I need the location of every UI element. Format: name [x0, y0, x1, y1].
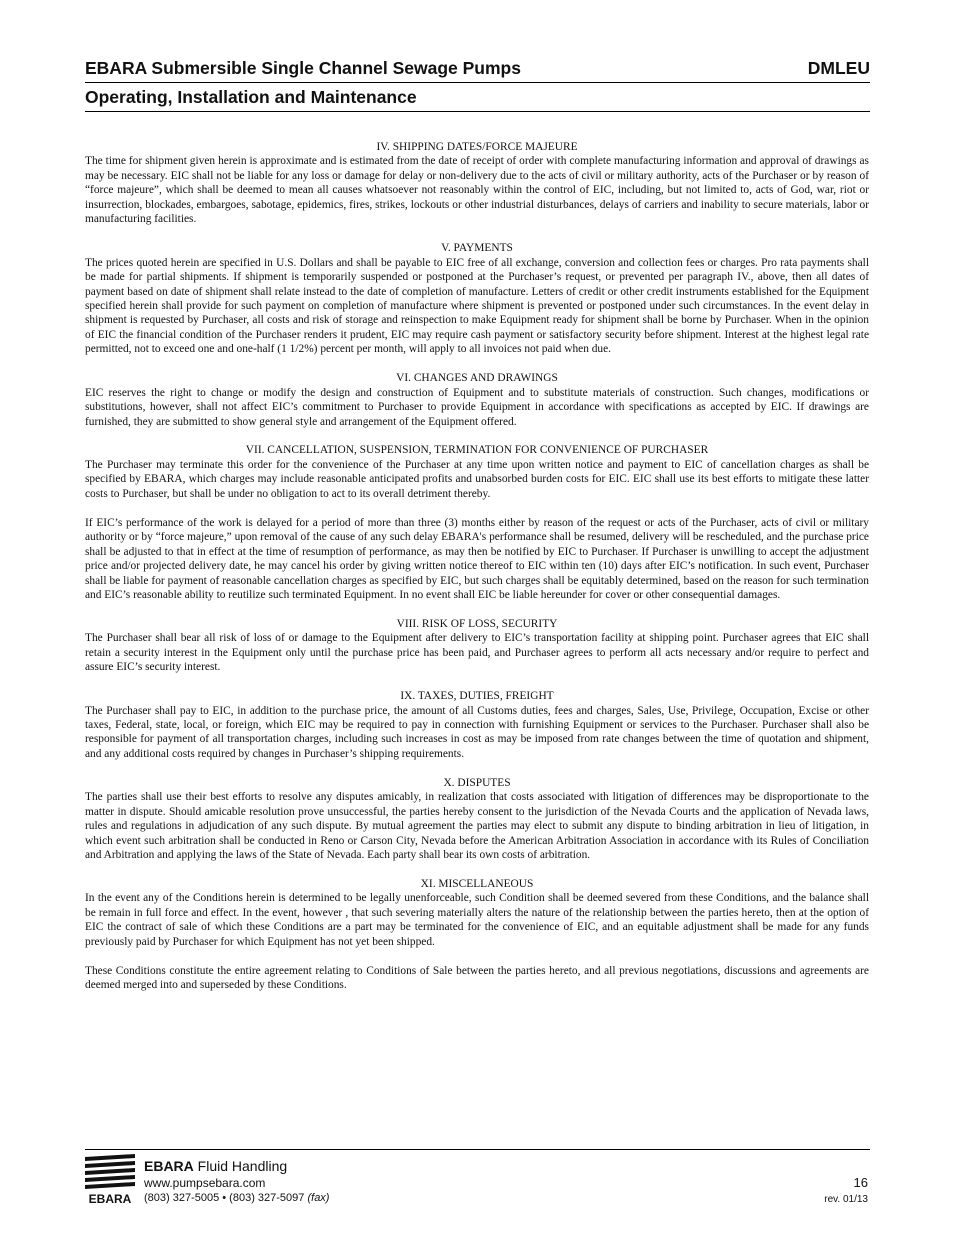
section-paragraph: EIC reserves the right to change or modify the design and construction of Equipment and to substitute materials of construction. Such changes, modifications or substitutions, however, shall not affect EIC’s commitment to Purchaser to provide Equipment in accordance with specifications as accepted by EIC. If drawings are furnished, they are submitted to show general style and arrangement of the Equipment offered. — [85, 386, 869, 428]
section-title: XI. MISCELLANEOUS — [420, 877, 534, 890]
phone-numbers — [144, 1192, 329, 1204]
document-title: EBARA Submersible Single Channel Sewage Pumps — [85, 58, 521, 78]
document-subtitle: Operating, Installation and Maintenance — [85, 83, 870, 112]
section-paragraph: The time for shipment given herein is approximate and is estimated from the date of receipt of order with complete manufacturing information and approval of drawings as may be necessary. EIC shall not be liable for any loss or damage for delay or non-delivery due to the acts of civil or military authority, acts of the Purchaser or by reason of “force majeure”, which shall be deemed to mean all causes whatsoever not reasonably within the control of EIC, including, but not limited to, acts of God, war, riot or insurrection, blockades, embargoes, sabotage, epidemics, fires, strikes, lockouts or other industrial disturbances, delays of carriers and inability to secure materials, labor or manufacturing facilities. — [85, 155, 869, 226]
section-title: VI. CHANGES AND DRAWINGS — [396, 372, 558, 385]
section-title: X. DISPUTES — [443, 776, 511, 789]
phone-text: (803) 327-5005 • (803) 327-5097 — [144, 1192, 308, 1204]
company-name — [144, 1158, 287, 1174]
terms-section — [85, 617, 869, 675]
terms-section — [85, 776, 869, 863]
terms-content — [85, 140, 869, 1007]
page-number: 16 — [853, 1175, 868, 1190]
page-header — [85, 58, 870, 112]
terms-section — [85, 241, 869, 357]
terms-section — [85, 443, 869, 602]
header-title-row — [85, 58, 870, 83]
section-paragraph: The prices quoted herein are specified in U.S. Dollars and shall be payable to EIC free of all exchange, conversion and collection fees or charges. Pro rata payments shall be made for partial shipments. If shipment is temporarily suspended or postponed at the Purchaser’s request, or prevented per paragraph IV., above, then all dates of payment based on date of shipment shall relate instead to the date of completion of manufacture. Letters of credit or other credit instruments established for the Equipment specified herein shall provide for such payment on completion of manufacture where shipment is prevented or postponed under such circumstances. In the event delay in shipment is requested by Purchaser, all costs and risk of storage and reinspection to make Equipment ready for shipment shall be borne by Purchaser. When in the opinion of EIC the financial condition of the Purchaser renders it prudent, EIC may require cash payment or satisfactory security before shipment. Interest at the highest legal rate permitted, not to exceed one and one-half (1 1/2%) percent per month, will apply to all invoices not paid when due. — [85, 256, 869, 356]
fax-label: (fax) — [307, 1192, 330, 1204]
section-paragraph: The parties shall use their best efforts to resolve any disputes amicably, in realization that costs associated with litigation of differences may be disproportionate to the matter in dispute. Should amicable resolution prove unsuccessful, the parties hereby consent to the jurisdiction of the Nevada Courts and the application of Nevada laws, rules and regulations in adjudication of any such dispute. By mutual agreement the parties may elect to submit any dispute to binding arbitration in lieu of litigation, in which event such arbitration shall be conducted in Reno or Carson City, Nevada before the American Arbitration Association in accordance with its Rules of Conciliation and Arbitration and applying the laws of the State of Nevada. Each party shall bear its own costs of arbitration. — [85, 791, 869, 862]
section-title: VIII. RISK OF LOSS, SECURITY — [396, 617, 558, 630]
company-name-rest: Fluid Handling — [193, 1158, 288, 1174]
section-title: IV. SHIPPING DATES/FORCE MAJEURE — [376, 141, 578, 153]
terms-section — [85, 371, 869, 429]
terms-section — [85, 140, 869, 227]
section-paragraph: The Purchaser may terminate this order for the convenience of the Purchaser at any time upon written notice and payment to EIC of cancellation charges as shall be specified by EBARA, which charges may include reasonable anticipated profits and unabsorbed burden costs for EIC. EIC shall use its best efforts to mitigate these latter costs to Purchaser, but shall be under no obligation to act to its overall detriment thereby. — [85, 458, 869, 500]
section-paragraph: In the event any of the Conditions herein is determined to be legally unenforceable, such Condition shall be deemed severed from these Conditions, and the balance shall be remain in full force and effect. In the event, however , that such severing materially alters the nature of the relationship between the parties hereto, then at the option of EIC the contract of sale of which these Conditions are a part may be terminated for the convenience of EIC, and an equitable adjustment shall be made for any funds previously paid by Purchaser for which Equipment has not yet been shipped. — [85, 892, 869, 948]
page-footer — [85, 1149, 870, 1206]
model-code: DMLEU — [807, 58, 870, 78]
section-paragraph: If EIC’s performance of the work is delayed for a period of more than three (3) months either by reason of the request or acts of the Purchaser, acts of civil or military authority or by “force majeure,” upon removal of the cause of any such delay EBARA's performance shall be resumed, delivery will be rescheduled, and the purchase price shall be adjusted to that in effect at the time of resumption of performance, as may then be notified by EIC to Purchaser. If Purchaser is unwilling to accept the adjustment price and/or projected delivery date, he may cancel his order by giving written notice thereof to EIC within ten (10) days after EIC’s notification. In such event, Purchaser shall be liable for payment of reasonable cancellation charges as specified by EIC, but such charges shall be equitably determined, based on the reason for such termination and EIC’s reasonable ability to reutilize such terminated Equipment. In no event shall EIC be liable hereunder for cover or other consequential damages. — [85, 516, 869, 601]
website-link[interactable]: www.pumpsebara.com — [144, 1176, 266, 1190]
section-title: V. PAYMENTS — [441, 242, 513, 255]
section-paragraph: The Purchaser shall bear all risk of loss of or damage to the Equipment after delivery to EIC’s transportation facility at shipping point. Purchaser agrees that EIC shall retain a security interest in the Equipment only until the purchase price has been paid, and Purchaser agrees to perform all acts necessary and/or require to perfect and assure EIC’s security interest. — [85, 632, 869, 674]
section-title: IX. TAXES, DUTIES, FREIGHT — [400, 690, 554, 703]
company-name-bold: EBARA — [144, 1158, 194, 1174]
logo-wordmark: EBARA — [88, 1192, 132, 1206]
terms-section — [85, 689, 869, 761]
ebara-logo — [85, 1154, 135, 1206]
section-title: VII. CANCELLATION, SUSPENSION, TERMINATION FOR CONVENIENCE OF PURCHASER — [245, 444, 709, 457]
revision-date: rev. 01/13 — [824, 1194, 868, 1205]
terms-section — [85, 877, 869, 993]
section-paragraph: The Purchaser shall pay to EIC, in addition to the purchase price, the amount of all Customs duties, fees and charges, Sales, Use, Privilege, Occupation, Excise or other taxes, Federal, state, local, or foreign, which EIC may be required to pay in connection with furnishing Equipment or services to the Purchaser. Purchaser shall also be responsible for payment of all transportation charges, including such increases in cost as may be imposed from rate changes between the time of quotation and shipment, and any additional costs required by changes in Purchaser’s shipping requirements. — [85, 704, 869, 760]
section-paragraph: These Conditions constitute the entire agreement relating to Conditions of Sale between the parties hereto, and all previous negotiations, discussions and agreements are deemed merged into and superseded by these Conditions. — [85, 964, 869, 992]
